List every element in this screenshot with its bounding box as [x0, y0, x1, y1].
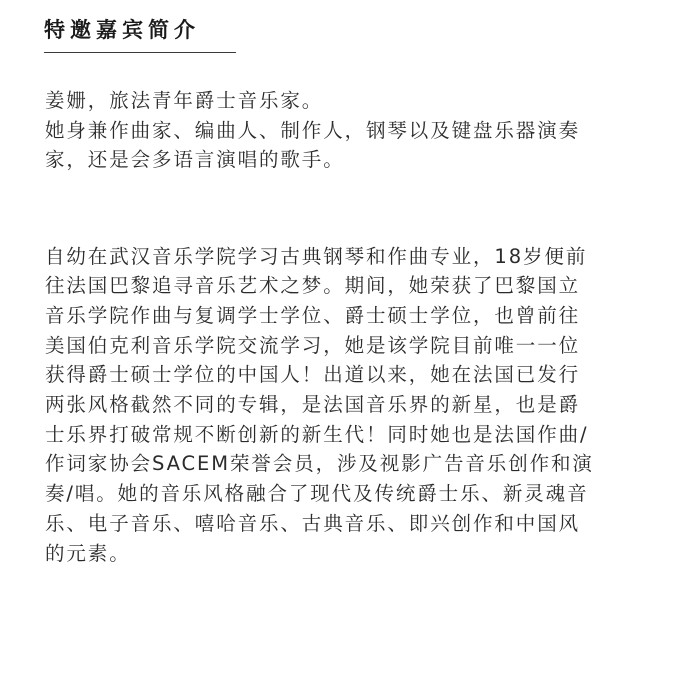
bio-line: 奏/唱。她的音乐风格融合了现代及传统爵士乐、新灵魂音 [45, 482, 589, 506]
bio-line: 自幼在武汉音乐学院学习古典钢琴和作曲专业，18岁便前 [45, 244, 588, 268]
bio-line: 士乐界打破常规不断创新的新生代！同时她也是法国作曲/ [45, 422, 589, 446]
bio-line: 获得爵士硕士学位的中国人！出道以来，她在法国已发行 [45, 363, 581, 387]
intro-paragraph [45, 86, 655, 175]
intro-line: 家，还是会多语言演唱的歌手。 [45, 148, 345, 171]
title-underline [44, 52, 236, 53]
bio-line: 的元素。 [45, 541, 131, 565]
bio-line: 音乐学院作曲与复调学士学位、爵士硕士学位，也曾前往 [45, 303, 581, 327]
bio-line: 往法国巴黎追寻音乐艺术之梦。期间，她荣获了巴黎国立 [45, 274, 581, 298]
bio-line: 两张风格截然不同的专辑，是法国音乐界的新星，也是爵 [45, 393, 581, 417]
article-body [45, 86, 655, 568]
bio-paragraph [45, 242, 655, 569]
bio-line: 作词家协会SACEM荣誉会员，涉及视影广告音乐创作和演 [45, 452, 594, 476]
bio-line: 美国伯克利音乐学院交流学习，她是该学院目前唯一一位 [45, 333, 581, 357]
section-header [44, 14, 200, 46]
intro-line: 姜姗，旅法青年爵士音乐家。 [45, 89, 324, 112]
bio-line: 乐、电子音乐、嘻哈音乐、古典音乐、即兴创作和中国风 [45, 511, 581, 535]
intro-line: 她身兼作曲家、编曲人、制作人，钢琴以及键盘乐器演奏 [45, 118, 581, 142]
section-title: 特邀嘉宾简介 [44, 18, 200, 42]
